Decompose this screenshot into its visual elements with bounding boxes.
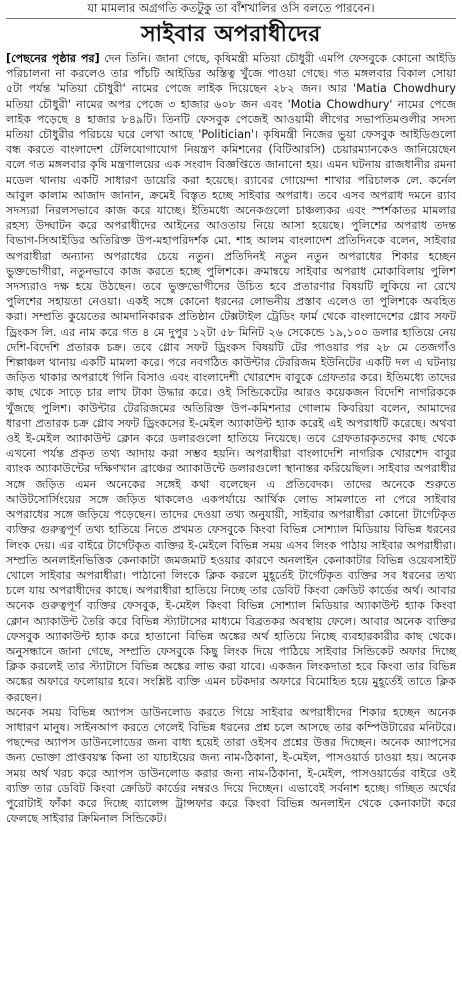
article-paragraph-2 bbox=[6, 705, 456, 827]
article-body bbox=[6, 51, 456, 826]
article-paragraph-1 bbox=[6, 51, 456, 705]
paragraph-text: দেন তিনি। জানা গেছে, কৃষিমন্ত্রী মতিয়া চৌধুরী এমপি ফেসবুকে কোনো আইডি পরিচালনা না করলেও তার পাঁচটি আইডির অস্তিত্ব খুঁজে পাওয়া গেছে। গত মঙ্গলবার বিকাল সোয়া ৫টা পর্যন্ত 'মতিয়া চৌধুরী' নামের পেজে লাইক দিয়েছেন ২৮২ জন। আর 'Matia Chowdhury মতিয়া চৌধুরী' নামের অপর পেজে ৩ হাজার ৬০৮ জন এবং 'Motia Chowdhury' নামের পেজে লাইক পড়েছে ৪ হাজার ৮৪৯টি। তিনটি ফেসবুক পেজেই আওয়ামী লীগের সভাপতিমণ্ডলীর সদস্য মতিয়া চৌধুরীর পরিচয়ে ঘরে লেখা আছে 'Politician'। কৃষিমন্ত্রী নিজের ভুয়া ফেসবুক আইডিগুলো বন্ধ করতে বাংলাদেশ টেলিযোগাযোগ নিয়ন্ত্রণ কমিশনের (বিটিআরসি) চেয়ারম্যানকেও জানিয়েছেন বলে গত মঙ্গলবার কৃষি মন্ত্রণালয়ের এক সংবাদ বিজ্ঞপ্তিতে জানানো হয়। এমন ঘটনায় রাজধানীর রমনা মডেল থানায় একটি সাধারণ ডায়েরি করা হয়েছে। র‍্যাবের গোয়েন্দা শাখার পরিচালক লে. কর্নেল আবুল কালাম আজাদ জানান, ক্রমেই বিস্তৃত হচ্ছে সাইবার অপরাধ। তবে এসব অপরাধ দমনে র‍্যাব সদস্যরা নিরলসভাবে কাজ করে যাচ্ছে। ইতিমধ্যে অনেকগুলো চাঞ্চল্যকর এবং স্পর্শকাতর মামলার রহস্য উদ্ঘাটন করে অপরাধীদের আইনের আওতায় নিয়ে আসা হয়েছে। পুলিশের অপরাধ তদন্ত বিভাগ-সিআইডির অতিরিক্ত উপ-মহাপরিদর্শক মো. শাহ আলম বাংলাদেশ প্রতিদিনকে বলেন, সাইবার অপরাধীরা অন্যান্য অপরাধের চেয়ে নতুন। প্রতিদিনই নতুন নতুন অপরাধের শিকার হচ্ছেন ভুক্তভোগীরা, নতুনভাবে কাজ করতে হচ্ছে পুলিশকে। ক্রমান্বয়ে সাইবার অপরাধ মোকাবিলায় পুলিশ সদস্যরাও দক্ষ হয়ে উঠছেন। তবে ভুক্তভোগীদের উচিত হবে প্রতারণার বিষয়টি লুকিয়ে না রেখে পুলিশের সহায়তা নেওয়া। একই সঙ্গে কোনো ধরনের লোভনীয় প্রস্তাব এলেও তা পুলিশকে অবহিত করা। সম্প্রতি কুয়েতের আমদানিকারক প্রতিষ্ঠান টেক্সটাইল ট্রেডিং ফার্ম থেকে বাংলাদেশের গ্লোব সফট ড্রিংকস লি. এর নাম করে গত ৪ মে দুপুর ১২টা ৫৮ মিনিট ২৬ সেকেন্ডে ১৯,১০০ ডলার হাতিয়ে নেয় দেশি-বিদেশি প্রতারক চক্র। তবে গ্লোব সফট ড্রিংকস বিষয়টি টের পাওয়ার পর ২৮ মে তেজগাঁও শিল্পাঞ্চল থানায় একটি মামলা করে। পরে নবগঠিত কাউন্টার টেররিজম ইউনিটের একটি দল এ ঘটনায় জড়িত থাকার অপরাধে গিনি বিসাও এবং বাংলাদেশী খোরশেদ বাবুকে গ্রেফতার করে। ইতিমধ্যে তাদের কাছ থেকে সাড়ে চার লাখ টাকা উদ্ধার করে। ওই সিন্ডিকেটের আরও কয়েকজন বিদেশি নাগরিককে খুঁজছে পুলিশ। কাউন্টার টেররিজমের অতিরিক্ত উপ-কমিশনার গোলাম কিবরিয়া বলেন, আমাদের ধারণা প্রতারক চক্র গ্লোব সফট ড্রিংকসের ই-মেইল অ্যাকাউন্ট হ্যাক করেই এই অপরাধটি করেছে। অথবা ওই ই-মেইল অ্যাকাউন্ট ক্লোন করে ডলারগুলো হাতিয়ে নিয়েছে। তবে গ্রেফতারকৃতদের কাছ থেকে এখনো পর্যন্ত প্রকৃত তথ্য আদায় করা সম্ভব হয়নি। অপরাধীরা বাংলাদেশি নাগরিক খোরশেদ বাবুর ব্যাংক অ্যাকাউন্টের দক্ষিণখান ব্রাঞ্চের অ্যাকাউন্টে ডলারগুলো স্থানান্তর করিয়েছিল। সাইবার অপরাধীর সঙ্গে জড়িত এমন অনেকের সঙ্গেই কথা বলেছেন এ প্রতিবেদক। তাদের অনেকে শুরুতে আউটসোর্সিংয়ের সঙ্গে জড়িত থাকলেও একপর্যায়ে আর্থিক লোভ সামলাতে না পেরে সাইবার অপরাধের সঙ্গে জড়িয়ে পড়েছেন। তাদের দেওয়া তথ্য অনুযায়ী, সাইবার অপরাধীরা কোনো টার্গেটকৃত ব্যক্তির গুরুত্বপূর্ণ তথ্য হাতিয়ে নিতে প্রথমত ফেসবুকে কিংবা বিভিন্ন সোশ্যাল মিডিয়ায় বিভিন্ন ধরনের লিংক দেয়। এর বাইরে টার্গেটকৃত ব্যক্তির ই-মেইলে বিভিন্ন সময় এসব লিংক পাঠায় সাইবার অপরাধীরা। সম্প্রতি অনলাইনভিত্তিক কেনাকাটা জমজমাট হওয়ার কারণে অনলাইন কেনাকাটার বিভিন্ন ওয়েবসাইট খোলে সাইবার অপরাধীরা। পাঠানো লিংকে ক্লিক করলে মুহূর্তেই টার্গেটকৃত ব্যক্তির সব ধরনের তথ্য চলে যায় অপরাধীদের কাছে। অপরাধীরা হাতিয়ে নিচ্ছে তার ডেবিট কিংবা ক্রেডিট কার্ডের অর্থ। আবার অনেক গুরুত্বপূর্ণ ব্যক্তির ফেসবুক, ই-মেইল কিংবা বিভিন্ন সোশ্যাল মিডিয়ার অ্যাকাউন্ট হ্যাক কিংবা ক্লোন অ্যাকাউন্ট তৈরি করে বিভিন্ন স্ট্যাটাসের মাধ্যমে বিব্রতকর অবস্থায় ফেলে। আবার অনেক ব্যক্তির ফেসবুক অ্যাকাউন্ট হ্যাক করে হাতানো বিভিন্ন অঙ্কের অর্থ হাতিয়ে নিচ্ছে ব্যবহারকারীর কাছ থেকে। অনুসন্ধানে জানা গেছে, সম্প্রতি ফেসবুকে কিছু লিংক দিয়ে পাঠিয়ে সাইবার সিন্ডিকেট অফার দিচ্ছে ক্লিক করলেই তার স্ট্যাটাসে বিভিন্ন অঙ্কের লাভ করা যাবে। একজন লিংকদাতা হবে কিংবা তার বিভিন্ন অঙ্কের অফারে ফলোয়ার হবে। সংশ্লিষ্ট ব্যক্তি এমন চটকদার অফারে বিমোহিত হয়ে মুহূর্তেই তাতে ক্লিক করছেন। bbox=[6, 52, 456, 704]
jump-reference: [পেছনের পৃষ্ঠার পর] bbox=[6, 52, 100, 65]
headline: সাইবার অপরাধীদের bbox=[141, 21, 321, 47]
paragraph-text: অনেক সময় বিভিন্ন অ্যাপস ডাউনলোড করতে গিয়ে সাইবার অপরাধীদের শিকার হচ্ছেন অনেক সাধারণ মানুষ। সাইনআপ করতে গেলেই বিভিন্ন ধরনের প্রশ্ন চলে আসছে তার কম্পিউটারের মনিটরে। পছন্দের অ্যাপস ডাউনলোডের জন্য বাধ্য হয়েই তারা ওইসব প্রশ্নের উত্তর দিচ্ছেন। অনেক অ্যাপসের জন্য ভোক্তা প্রাপ্তবয়স্ক কিনা তা যাচাইয়ের জন্য নাম-ঠিকানা, ই-মেইল, পাসওয়ার্ড চাওয়া হয়। অনেক সময় অর্থ খরচ করে অ্যাপস ডাউনলোড করার জন্য নাম-ঠিকানা, ই-মেইল, পাসওয়ার্ডের বাইরে ওই ব্যক্তি তার ডেবিট কিংবা ক্রেডিট কার্ডের নম্বরও দিয়ে দিচ্ছেন। এভাবেই সর্বনাশ হচ্ছে। গচ্ছিত অর্থের পুরোটাই ফাঁকা করে দিচ্ছে ব্যালেন্স ট্রান্সফার করে কিংবা বিভিন্ন অনলাইন থেকে কেনাকাটা করে ফেলছে সাইবার ক্রিমিনাল সিন্ডিকেট। bbox=[6, 705, 456, 826]
previous-article-end: যা মামলার অগ্রগতি কতটুকু তা বাঁশখালির ওসি বলতে পারবেন। bbox=[6, 0, 456, 19]
